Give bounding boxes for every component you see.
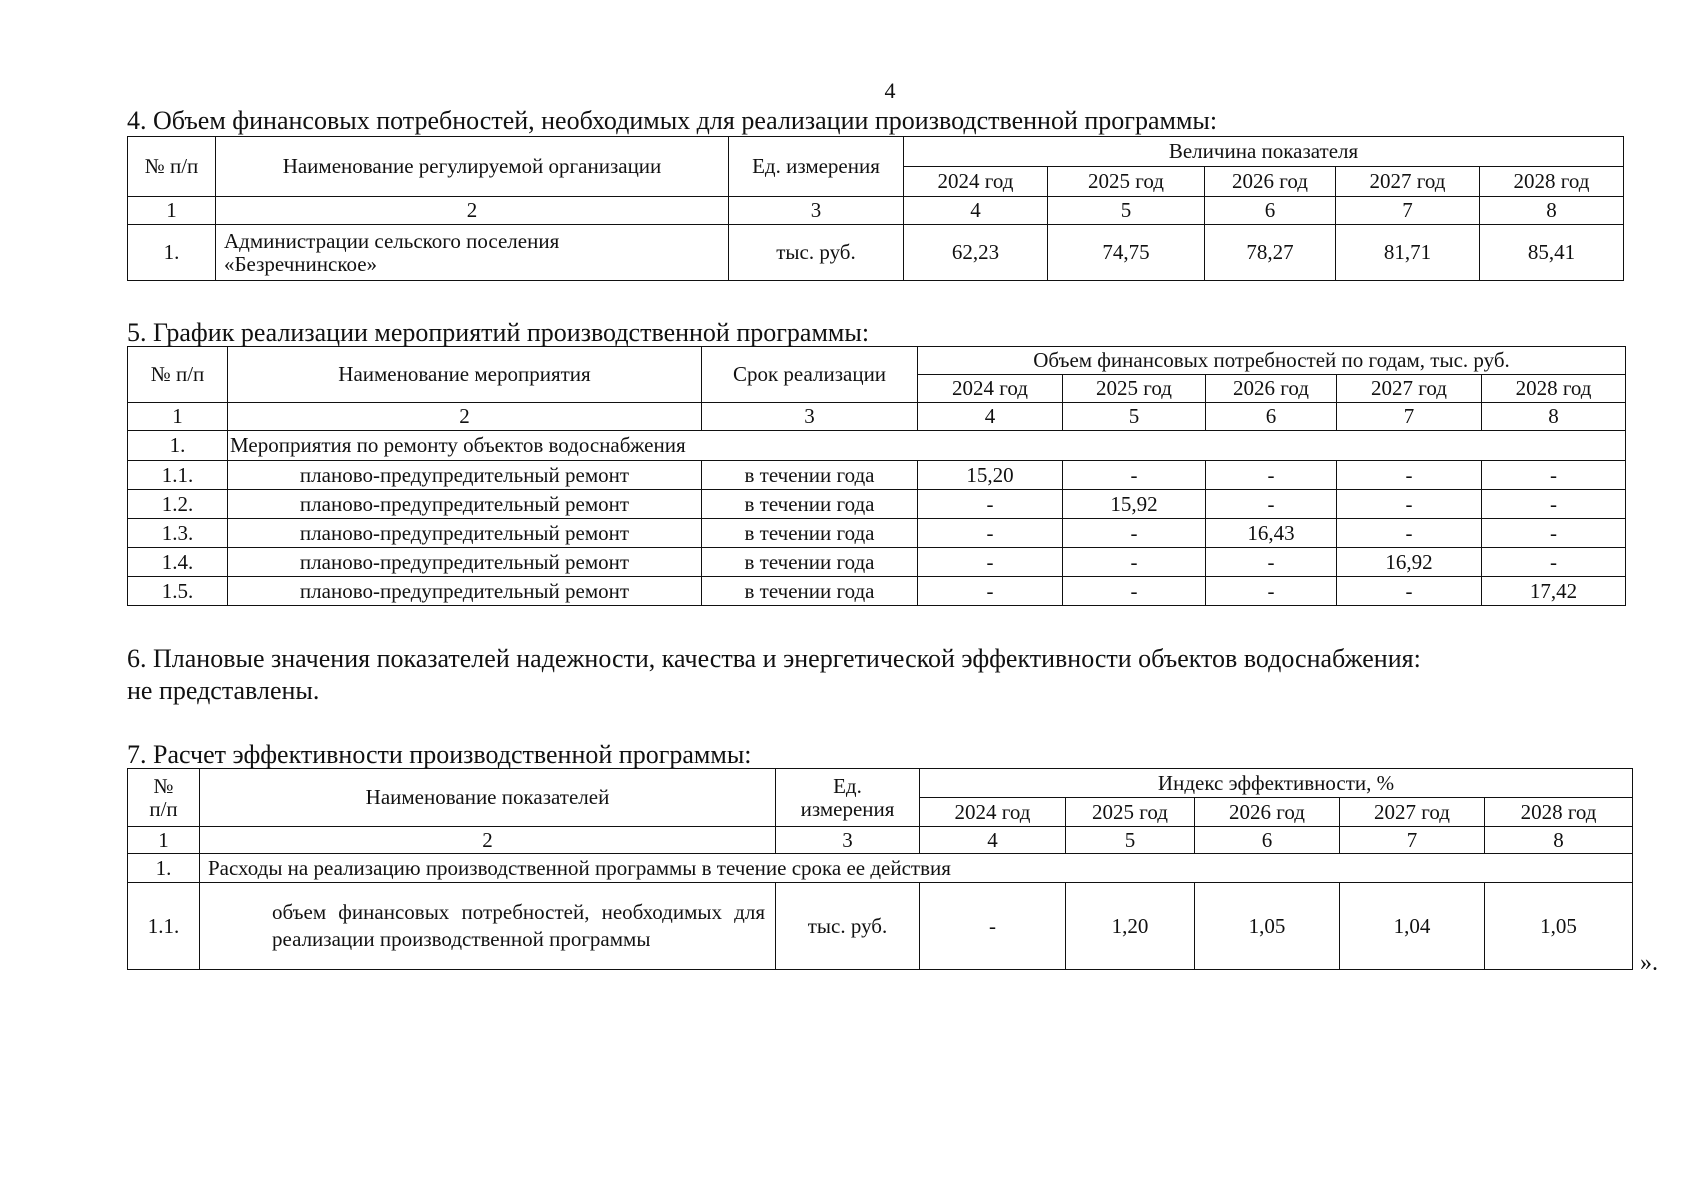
col-header-org-name: Наименование регулируемой организации <box>216 137 729 197</box>
year-header: 2025 год <box>1063 375 1206 403</box>
value-cell: 15,20 <box>918 461 1063 490</box>
value-cell: 16,43 <box>1206 519 1337 548</box>
year-header: 2025 год <box>1048 167 1205 197</box>
value-cell: - <box>1337 577 1482 606</box>
group-row <box>128 431 1626 461</box>
index-cell: 6 <box>1195 827 1340 854</box>
section-6-line2: не представлены. <box>127 676 320 705</box>
term-cell: в течении года <box>702 461 918 490</box>
value-cell: 15,92 <box>1063 490 1206 519</box>
year-header: 2027 год <box>1340 798 1485 827</box>
term-cell: в течении года <box>702 490 918 519</box>
index-cell: 5 <box>1048 197 1205 225</box>
value-cell: - <box>1063 548 1206 577</box>
org-name-line2: «Безречнинское» <box>224 251 378 276</box>
activity-name: планово-предупредительный ремонт <box>228 548 702 577</box>
activity-name: планово-предупредительный ремонт <box>228 519 702 548</box>
year-header: 2026 год <box>1195 798 1340 827</box>
row-num: 1.4. <box>128 548 228 577</box>
index-cell: 6 <box>1205 197 1336 225</box>
value-cell: - <box>918 548 1063 577</box>
value-cell: 1,05 <box>1195 883 1340 970</box>
value-cell: - <box>1337 490 1482 519</box>
year-header: 2026 год <box>1205 167 1336 197</box>
value-cell: 74,75 <box>1048 225 1205 281</box>
activity-name: планово-предупредительный ремонт <box>228 461 702 490</box>
unit-cell: тыс. руб. <box>729 225 904 281</box>
table-row <box>128 225 1624 281</box>
value-cell: - <box>1482 519 1626 548</box>
col-group-header: Объем финансовых потребностей по годам, тыс. руб. <box>918 347 1626 375</box>
value-cell: 16,92 <box>1337 548 1482 577</box>
index-cell: 3 <box>776 827 920 854</box>
year-header: 2024 год <box>904 167 1048 197</box>
index-cell: 7 <box>1337 403 1482 431</box>
value-cell: - <box>1482 548 1626 577</box>
efficiency-table <box>127 768 1633 970</box>
value-cell: - <box>918 490 1063 519</box>
value-cell: - <box>1063 461 1206 490</box>
section-4-heading: 4. Объем финансовых потребностей, необходимых для реализации производственной программы: <box>127 106 1218 135</box>
col-header-term: Срок реализации <box>702 347 918 403</box>
row-num: 1.3. <box>128 519 228 548</box>
index-cell: 7 <box>1336 197 1480 225</box>
row-num: 1.5. <box>128 577 228 606</box>
value-cell: 1,05 <box>1485 883 1633 970</box>
closing-quote-mark: ». <box>1640 950 1658 976</box>
index-cell: 4 <box>920 827 1066 854</box>
value-cell: 81,71 <box>1336 225 1480 281</box>
section-7-heading: 7. Расчет эффективности производственной программы: <box>127 740 752 769</box>
index-cell: 1 <box>128 827 200 854</box>
term-cell: в течении года <box>702 577 918 606</box>
year-header: 2025 год <box>1066 798 1195 827</box>
index-cell: 1 <box>128 197 216 225</box>
indicator-name: объем финансовых потребностей, необходимых для реализации производственной программы <box>200 883 776 970</box>
value-cell: - <box>920 883 1066 970</box>
value-cell: - <box>1337 461 1482 490</box>
page-number: 4 <box>884 78 896 103</box>
index-cell: 5 <box>1063 403 1206 431</box>
year-header: 2028 год <box>1480 167 1624 197</box>
col-header-num: № п/п <box>128 137 216 197</box>
group-row <box>128 854 1633 883</box>
col-header-activity: Наименование мероприятия <box>228 347 702 403</box>
year-header: 2028 год <box>1485 798 1633 827</box>
index-cell: 4 <box>918 403 1063 431</box>
value-cell: - <box>1482 490 1626 519</box>
value-cell: - <box>1063 519 1206 548</box>
group-num: 1. <box>128 431 228 461</box>
financial-needs-table <box>127 136 1624 281</box>
schedule-table <box>127 346 1626 606</box>
row-num: 1.2. <box>128 490 228 519</box>
group-name: Расходы на реализацию производственной программы в течение срока ее действия <box>200 854 1633 883</box>
index-cell: 2 <box>228 403 702 431</box>
year-header: 2024 год <box>918 375 1063 403</box>
value-cell: - <box>1063 577 1206 606</box>
index-cell: 5 <box>1066 827 1195 854</box>
index-cell: 8 <box>1480 197 1624 225</box>
group-name: Мероприятия по ремонту объектов водоснабжения <box>228 431 1626 461</box>
org-name-cell <box>216 225 729 281</box>
table-row <box>128 548 1626 577</box>
index-cell: 8 <box>1482 403 1626 431</box>
table-row <box>128 490 1626 519</box>
year-header: 2028 год <box>1482 375 1626 403</box>
value-cell: 85,41 <box>1480 225 1624 281</box>
value-cell: 62,23 <box>904 225 1048 281</box>
col-header-num: № п/п <box>128 347 228 403</box>
index-cell: 8 <box>1485 827 1633 854</box>
row-num: 1.1. <box>128 461 228 490</box>
value-cell: 78,27 <box>1205 225 1336 281</box>
table-row <box>128 461 1626 490</box>
value-cell: - <box>918 577 1063 606</box>
org-name-line1: Администрации сельского поселения <box>224 228 560 253</box>
value-cell: - <box>1206 548 1337 577</box>
col-header-num-line1: № <box>153 773 174 798</box>
index-cell: 3 <box>702 403 918 431</box>
year-header: 2024 год <box>920 798 1066 827</box>
value-cell: 17,42 <box>1482 577 1626 606</box>
index-cell: 6 <box>1206 403 1337 431</box>
term-cell: в течении года <box>702 548 918 577</box>
col-header-num-line2: п/п <box>149 796 178 821</box>
table-row <box>128 577 1626 606</box>
index-cell: 1 <box>128 403 228 431</box>
year-header: 2026 год <box>1206 375 1337 403</box>
col-group-header: Величина показателя <box>904 137 1624 167</box>
value-cell: 1,04 <box>1340 883 1485 970</box>
value-cell: - <box>1482 461 1626 490</box>
col-header-num <box>128 769 200 827</box>
index-cell: 2 <box>216 197 729 225</box>
index-cell: 7 <box>1340 827 1485 854</box>
value-cell: - <box>1206 461 1337 490</box>
unit-cell: тыс. руб. <box>776 883 920 970</box>
year-header: 2027 год <box>1336 167 1480 197</box>
value-cell: - <box>1206 577 1337 606</box>
col-header-indicator: Наименование показателей <box>200 769 776 827</box>
row-num: 1. <box>128 225 216 281</box>
group-num: 1. <box>128 854 200 883</box>
value-cell: 1,20 <box>1066 883 1195 970</box>
table-row <box>128 519 1626 548</box>
index-cell: 2 <box>200 827 776 854</box>
year-header: 2027 год <box>1337 375 1482 403</box>
value-cell: - <box>918 519 1063 548</box>
col-header-unit-line1: Ед. <box>833 773 862 798</box>
section-5-heading: 5. График реализации мероприятий производственной программы: <box>127 318 870 347</box>
activity-name: планово-предупредительный ремонт <box>228 490 702 519</box>
index-cell: 3 <box>729 197 904 225</box>
index-cell: 4 <box>904 197 1048 225</box>
value-cell: - <box>1206 490 1337 519</box>
col-header-unit: Ед. измерения <box>729 137 904 197</box>
col-header-unit <box>776 769 920 827</box>
col-header-unit-line2: измерения <box>800 796 895 821</box>
value-cell: - <box>1337 519 1482 548</box>
table-row <box>128 883 1633 970</box>
activity-name: планово-предупредительный ремонт <box>228 577 702 606</box>
term-cell: в течении года <box>702 519 918 548</box>
row-num: 1.1. <box>128 883 200 970</box>
section-6-line1: 6. Плановые значения показателей надежности, качества и энергетической эффективности объектов водоснабжения: <box>127 644 1421 673</box>
col-group-header: Индекс эффективности, % <box>920 769 1633 798</box>
